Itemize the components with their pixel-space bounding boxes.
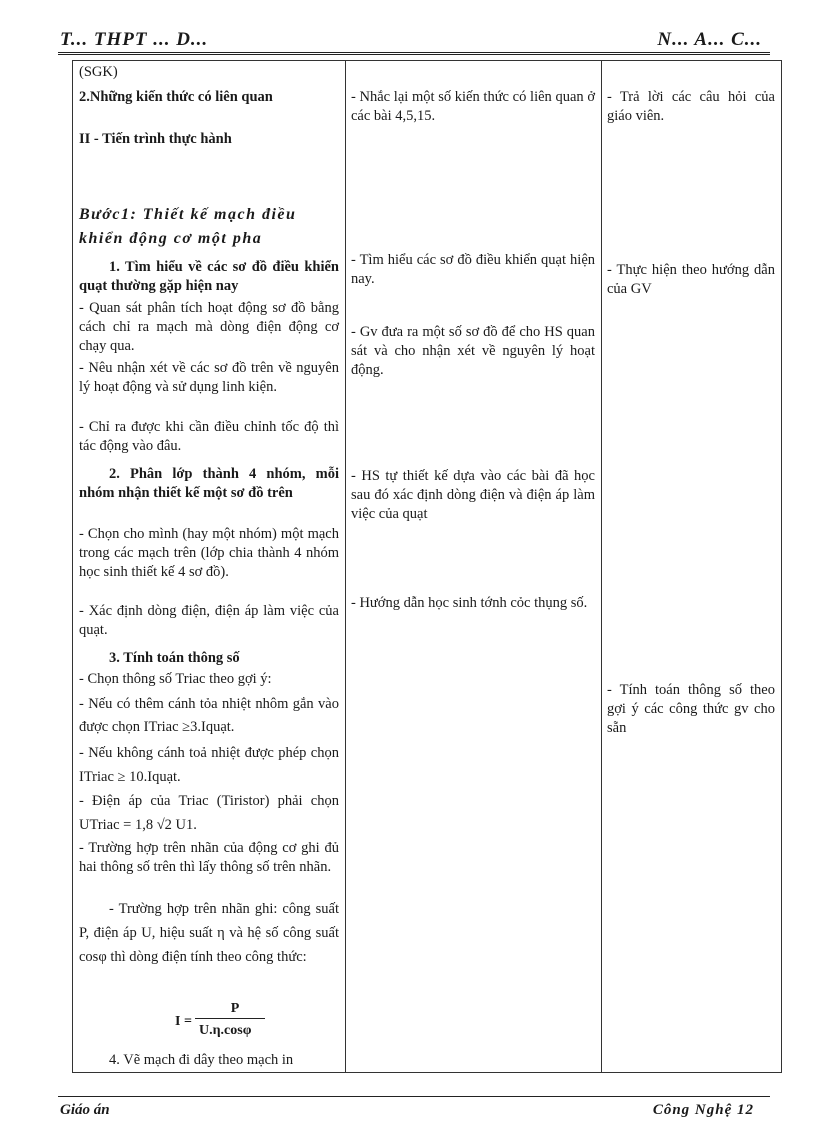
sub3-paragraph-4: - Điện áp của Triac (Tiristor) phải chọn UTriac = 1,8 √2 U1.: [79, 793, 339, 833]
teacher-activity-1: - Nhắc lại một số kiến thức có liên quan ở các bài 4,5,15.: [351, 89, 595, 124]
student-activity-2: - Thực hiện theo hướng dẫn của GV: [607, 262, 775, 297]
formula-numerator: P: [230, 1001, 240, 1016]
sub3-paragraph-2: - Nếu có thêm cánh tỏa nhiệt nhôm gắn vào được chọn ITriac ≥3.Iquạt.: [79, 696, 339, 735]
footer-rule: [58, 1096, 770, 1097]
sub2-paragraph-1: - Chọn cho mình (hay một nhóm) một mạch trong các mạch trên (lớp chia thành 4 nhóm học sinh thiết kế 4 sơ đồ).: [79, 526, 339, 580]
lesson-table: [72, 60, 782, 1073]
teacher-activity-4: - HS tự thiết kế dựa vào các bài đã học sau đó xác định dòng điện và điện áp làm việc của quạt: [351, 468, 595, 522]
formula-denominator: U.η.cosφ: [199, 1023, 252, 1038]
sub3-paragraph-3: - Nếu không cánh toả nhiệt được phép chọn ITriac ≥ 10.Iquạt.: [79, 745, 339, 785]
sub1-title: 1. Tìm hiểu về các sơ đồ điều khiển quạt thường gặp hiện nay: [79, 259, 339, 294]
footer-doc-type: Giáo án: [60, 1102, 110, 1118]
student-activity-1: - Trả lời các câu hỏi của giáo viên.: [607, 89, 775, 124]
sub4-title: 4. Vẽ mạch đi dây theo mạch in: [109, 1052, 294, 1068]
step1-heading: Bước1: Thiết kế mạch điều khiển động cơ một pha: [79, 206, 297, 247]
teacher-activity-5: - Hướng dẫn học sinh tớnh cỏc thụng số.: [351, 595, 588, 611]
sub3-paragraph-6: - Trường hợp trên nhãn ghi: công suất P, điện áp U, hiệu suất η và hệ số công suất cosφ thì dòng điện tính theo công thức:: [79, 901, 339, 965]
section-2-heading: 2.Những kiến thức có liên quan: [79, 89, 273, 105]
sub3-paragraph-5: - Trường hợp trên nhãn của động cơ ghi đủ hai thông số trên thì lấy thông số trên nhãn.: [79, 840, 339, 875]
section-ii-heading: II - Tiến trình thực hành: [79, 131, 232, 147]
sub1-paragraph-3: - Chỉ ra được khi cần điều chỉnh tốc độ thì tác động vào đâu.: [79, 419, 339, 454]
sub1-paragraph-1: - Quan sát phân tích hoạt động sơ đồ bằng cách chỉ ra mạch mà dòng điện động cơ chạy qua.: [79, 300, 339, 354]
header-school: T... THPT ... D...: [60, 29, 209, 50]
student-column: [607, 61, 775, 1072]
teacher-column: [351, 61, 595, 1072]
sub2-title: 2. Phân lớp thành 4 nhóm, mỗi nhóm nhận thiết kế một sơ đồ trên: [79, 466, 339, 501]
column-divider: [345, 61, 346, 1072]
teacher-activity-2: - Tìm hiểu các sơ đồ điều khiển quạt hiện nay.: [351, 252, 595, 287]
sub3-paragraph-1: - Chọn thông số Triac theo gợi ý:: [79, 671, 272, 687]
student-activity-3: - Tính toán thông số theo gợi ý các công thức gv cho sẵn: [607, 682, 775, 736]
formula-lhs: I =: [175, 1014, 192, 1029]
sub1-paragraph-2: - Nêu nhận xét về các sơ đồ trên về nguyên lý hoạt động và sử dụng linh kiện.: [79, 360, 339, 395]
teacher-activity-3: - Gv đưa ra một số sơ đồ để cho HS quan sát và cho nhận xét về nguyên lý hoạt động.: [351, 324, 595, 378]
footer-subject: Công Nghệ 12: [652, 1102, 754, 1118]
header-author: N... A... C...: [657, 29, 762, 50]
sub3-title: 3. Tính toán thông số: [109, 650, 240, 666]
sub2-paragraph-2: - Xác định dòng điện, điện áp làm việc của quạt.: [79, 603, 339, 638]
content-column: [79, 61, 339, 1072]
column-divider: [601, 61, 602, 1072]
header-rule: [58, 52, 770, 55]
fraction-bar: [195, 1018, 265, 1019]
sgk-note: (SGK): [79, 64, 118, 80]
